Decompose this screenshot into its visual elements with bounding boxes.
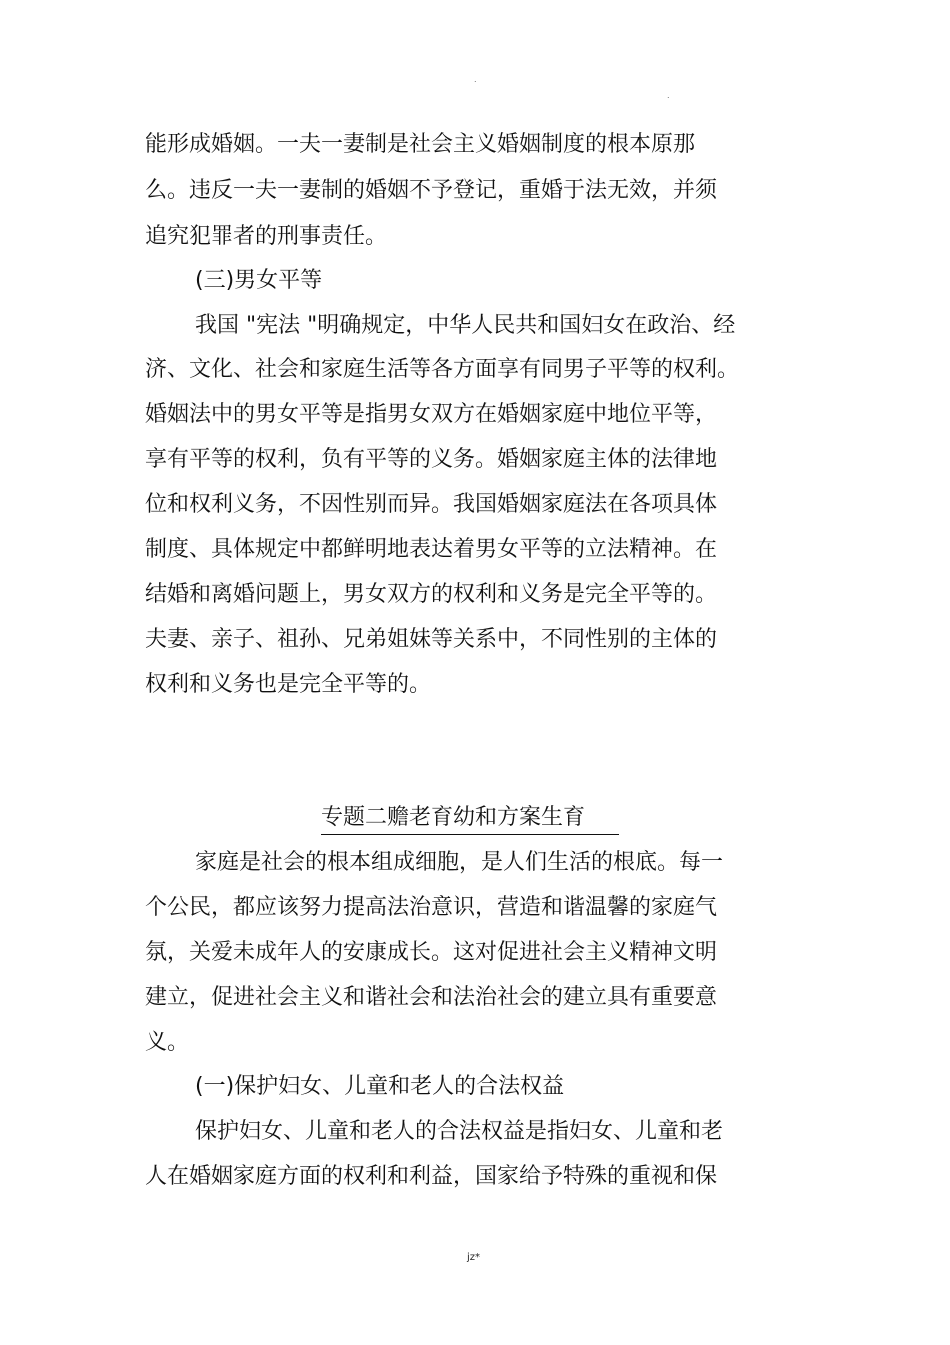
text-line: 保护妇女、儿童和老人的合法权益是指妇女、儿童和老: [195, 1119, 724, 1144]
text-line: 追究犯罪者的刑事责任。: [145, 224, 388, 249]
text-line: 么。违反一夫一妻制的婚姻不予登记，重婚于法无效，并须: [145, 178, 718, 203]
text-line: 能形成婚姻。一夫一妻制是社会主义婚姻制度的根本原那: [145, 132, 696, 157]
text-line: 建立，促进社会主义和谐社会和法治社会的建立具有重要意: [145, 985, 718, 1010]
text-line: 婚姻法中的男女平等是指男女双方在婚姻家庭中地位平等，: [145, 402, 718, 427]
section-title: 专题二赡老育幼和方案生育: [321, 803, 619, 835]
text-line: 济、文化、社会和家庭生活等各方面享有同男子平等的权利。: [145, 357, 740, 382]
text-line: 位和权利义务，不因性别而异。我国婚姻家庭法在各项具体: [145, 492, 718, 517]
text-line: 家庭是社会的根本组成细胞，是人们生活的根底。每一: [195, 850, 724, 875]
text-line: 义。: [145, 1030, 190, 1055]
text-line: 享有平等的权利，负有平等的义务。婚姻家庭主体的法律地: [145, 447, 718, 472]
text-line: 氛，关爱未成年人的安康成长。这对促进社会主义精神文明: [145, 940, 718, 965]
text-line: 权利和义务也是完全平等的。: [145, 672, 432, 697]
page-footer: jz*: [467, 1252, 481, 1263]
header-mark-right: .: [667, 91, 670, 100]
text-line: 个公民，都应该努力提高法治意识，营造和谐温馨的家庭气: [145, 895, 718, 920]
section-heading: (一)保护妇女、儿童和老人的合法权益: [195, 1074, 565, 1099]
section-heading: (三)男女平等: [195, 268, 323, 293]
text-line: 人在婚姻家庭方面的权利和利益，国家给予特殊的重视和保: [145, 1164, 718, 1189]
header-mark-left: .: [474, 75, 477, 84]
text-line: 制度、具体规定中都鲜明地表达着男女平等的立法精神。在: [145, 537, 718, 562]
text-line: 夫妻、亲子、祖孙、兄弟姐妹等关系中，不同性别的主体的: [145, 627, 718, 652]
text-line: 我国 "宪法 "明确规定，中华人民共和国妇女在政治、经: [195, 313, 736, 338]
text-line: 结婚和离婚问题上，男女双方的权利和义务是完全平等的。: [145, 582, 718, 607]
